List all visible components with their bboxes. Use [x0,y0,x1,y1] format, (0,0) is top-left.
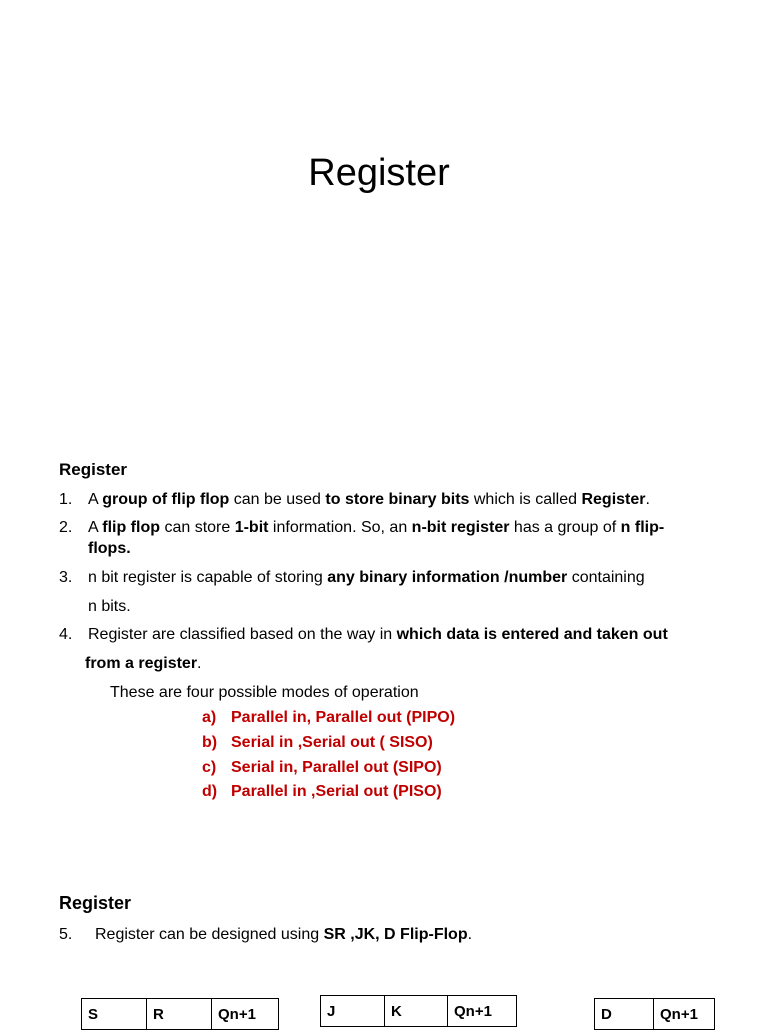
modes-intro: These are four possible modes of operation [110,684,419,701]
table-header-cell: K [385,996,448,1027]
d-truth-table [594,998,715,1030]
table-header-cell: J [321,996,385,1027]
table-header-cell: D [595,999,654,1030]
list-number-1: 1. [59,491,73,508]
mode-letter-b: b) [202,734,218,751]
sr-truth-table [81,998,279,1030]
list-item-2-continued: flops. [88,540,131,557]
table-header-cell: Qn+1 [212,999,279,1030]
table-header-cell: S [82,999,147,1030]
mode-sipo: Serial in, Parallel out (SIPO) [231,759,442,776]
section-heading-register-2: Register [59,893,132,913]
list-number-2: 2. [59,519,73,536]
table-header-row [321,996,517,1027]
list-number-3: 3. [59,569,73,586]
page-title: Register [308,152,450,194]
list-item-3: n bit register is capable of storing any binary information /number containing [88,569,645,586]
table-header-cell: Qn+1 [448,996,517,1027]
list-item-4: Register are classified based on the way in which data is entered and taken out [88,626,668,643]
mode-letter-c: c) [202,759,217,776]
list-number-4: 4. [59,626,73,643]
section-heading-register: Register [59,460,128,479]
list-number-5: 5. [59,926,73,943]
mode-pipo: Parallel in, Parallel out (PIPO) [231,709,456,726]
list-item-1: A group of flip flop can be used to store binary bits which is called Register. [88,491,650,508]
table-header-row [82,999,279,1030]
list-item-4-continued: from a register. [85,655,202,672]
mode-siso: Serial in ,Serial out ( SISO) [231,734,433,751]
mode-letter-a: a) [202,709,217,726]
table-header-row [595,999,715,1030]
table-header-cell: R [147,999,212,1030]
table-header-cell: Qn+1 [654,999,715,1030]
mode-piso: Parallel in ,Serial out (PISO) [231,783,442,800]
list-item-5: Register can be designed using SR ,JK, D Flip-Flop. [95,926,473,943]
jk-truth-table [320,995,517,1027]
list-item-2: A flip flop can store 1-bit information. So, an n-bit register has a group of n flip- [88,519,665,536]
list-item-3-continued: n bits. [88,598,131,615]
mode-letter-d: d) [202,783,218,800]
